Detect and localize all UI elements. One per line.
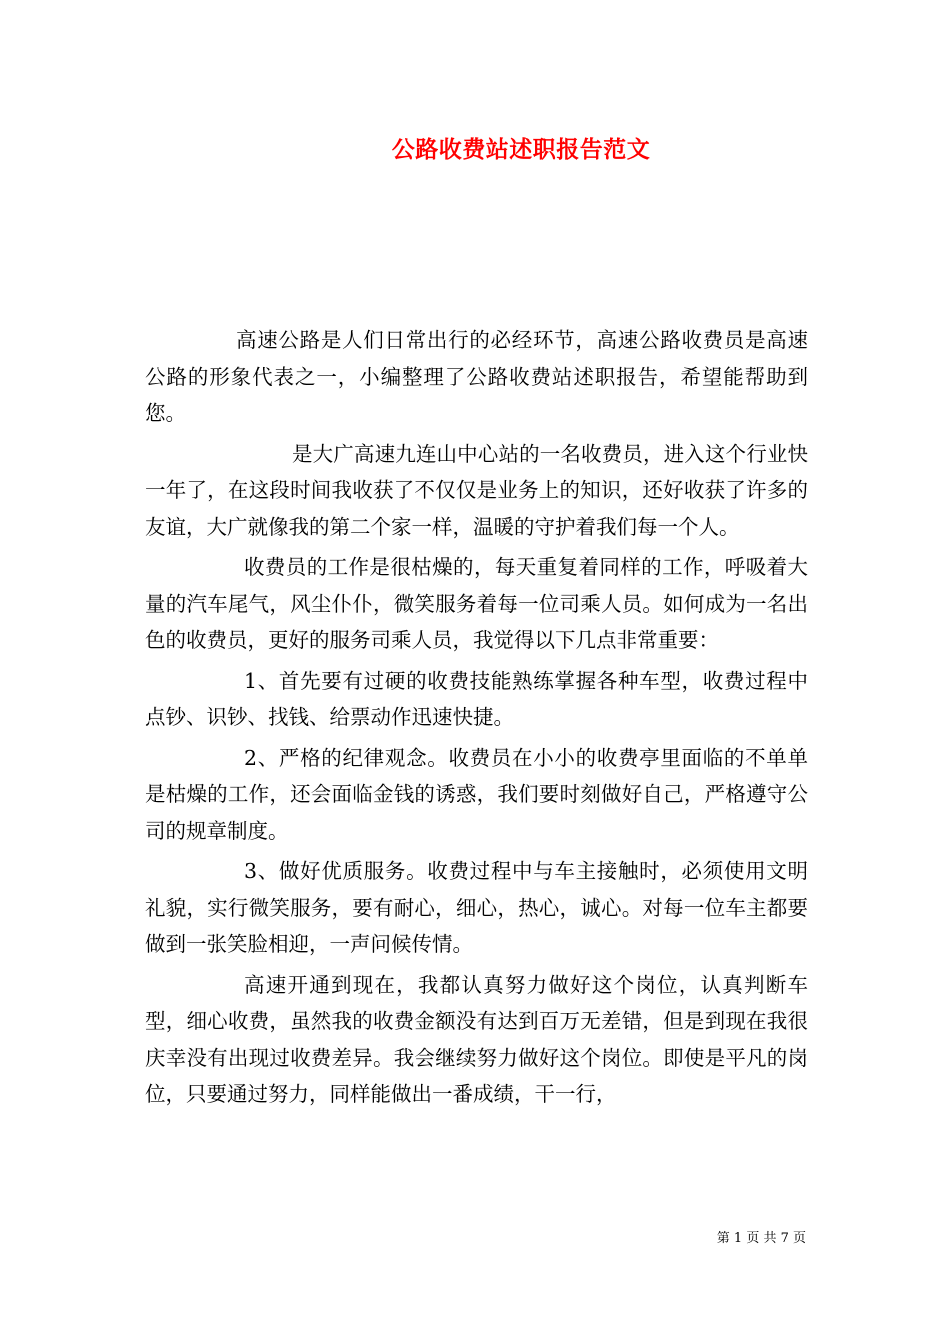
document-title: 公路收费站述职报告范文 <box>391 136 651 163</box>
paragraph-point-1: 1、首先要有过硬的收费技能熟练掌握各种车型，收费过程中点钞、识钞、找钱、给票动作迅速快捷。 <box>145 668 808 729</box>
paragraph-point-3: 3、做好优质服务。收费过程中与车主接触时，必须使用文明礼貌，实行微笑服务，要有耐心，细心，热心，诚心。对每一位车主都要做到一张笑脸相迎，一声问候传情。 <box>145 859 808 956</box>
paragraph-point-2: 2、严格的纪律观念。收费员在小小的收费亭里面临的不单单是枯燥的工作，还会面临金钱的诱惑，我们要时刻做好自己，严格遵守公司的规章制度。 <box>145 745 808 843</box>
paragraph-summary: 高速开通到现在，我都认真努力做好这个岗位，认真判断车型，细心收费，虽然我的收费金额没有达到百万无差错，但是到现在我很庆幸没有出现过收费差异。我会继续努力做好这个岗位。即使是平凡的岗位，只要通过努力，同样能做出一番成绩，干一行， <box>145 972 808 1106</box>
document-body <box>145 322 808 1117</box>
page-number-footer: 第 1 页 共 7 页 <box>716 1231 806 1246</box>
paragraph-work-description: 收费员的工作是很枯燥的，每天重复着同样的工作，呼吸着大量的汽车尾气，风尘仆仆，微笑服务着每一位司乘人员。如何成为一名出色的收费员，更好的服务司乘人员，我觉得以下几点非常重要： <box>145 555 808 652</box>
paragraph-intro: 高速公路是人们日常出行的必经环节，高速公路收费员是高速公路的形象代表之一，小编整理了公路收费站述职报告，希望能帮助到您。 <box>145 328 808 425</box>
paragraph-self-introduction: 是大广高速九连山中心站的一名收费员，进入这个行业快一年了，在这段时间我收获了不仅仅是业务上的知识，还好收获了许多的友谊，大广就像我的第二个家一样，温暖的守护着我们每一个人。 <box>145 441 808 539</box>
